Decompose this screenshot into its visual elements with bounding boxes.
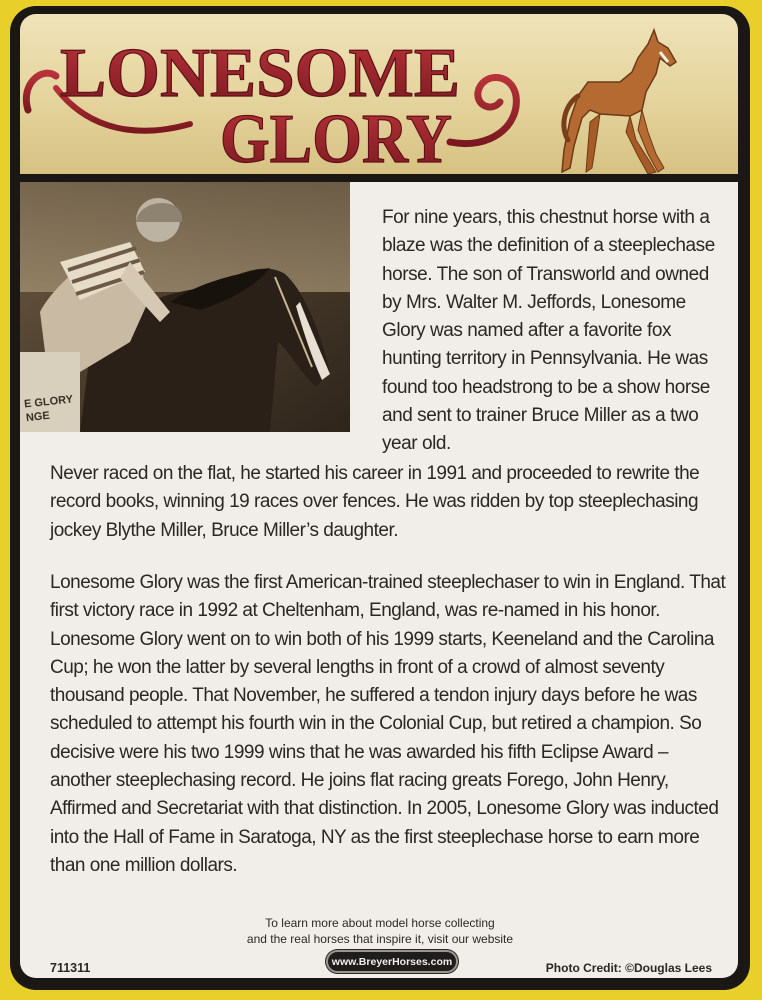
achievements-paragraph: Lonesome Glory was the first American-trained steeplechaser to win in England. That first victory race in 1992 at Cheltenham, England, was re-named in his honor. Lonesome Glory went on to win both of his 1999 starts, Keeneland and the Carolina Cup; he won the latter by several lengths in front of a crowd of almost seventy thousand people. That November, he suffered a tendon injury days before he was scheduled to attempt his fourth win in the Colonial Cup, but retired a champion. So decisive were his two 1999 wins that he was awarded his fifth Eclipse Award – another steeplechasing record. He joins flat racing greats Forego, John Henry, Affirmed and Secretariat with that distinction. In 2005, Lonesome Glory was inducted into the Hall of Fame in Saratoga, NY as the first steeplechase horse to earn more than one million dollars.: [50, 572, 726, 876]
photo-credit: Photo Credit: ©Douglas Lees: [545, 961, 712, 975]
title-line-2: GLORY: [220, 101, 452, 174]
text-panel: [20, 182, 738, 978]
product-card: [10, 6, 750, 990]
career-paragraph: Never raced on the flat, he started his career in 1991 and proceeded to rewrite the record books, winning 19 races over fences. He was ridden by top steeplechasing jockey Blythe Miller, Bruce Miller’s daughter.: [50, 463, 700, 541]
website-badge[interactable]: www.BreyerHorses.com: [326, 950, 458, 973]
title-line-1: LONESOME: [60, 35, 460, 112]
learn-more-line-2: and the real horses that inspire it, visit our website: [246, 932, 514, 946]
jockey-on-horse-photo: [20, 182, 350, 432]
chestnut-horse-figurine-icon: [562, 30, 676, 174]
learn-more-line-1: To learn more about model horse collecting: [265, 916, 495, 930]
saddle-cloth-text: E GLORY: [23, 393, 74, 411]
intro-paragraph: For nine years, this chestnut horse with a blaze was the definition of a steeplechase horse. The son of Transworld and owned by Mrs. Walter M. Jeffords, Lonesome Glory was named after a favorite fox hunting territory in Pennsylvania. He was found too headstrong to be a show horse and sent to trainer Bruce Miller as a two year old.: [382, 207, 715, 455]
title-graphic: [20, 14, 738, 174]
left-swirl-icon: [26, 73, 56, 110]
product-code: 711311: [50, 961, 91, 975]
title-banner: [20, 14, 738, 174]
learn-more-text: [210, 915, 550, 947]
saddle-cloth-text-2: NGE: [25, 409, 51, 425]
